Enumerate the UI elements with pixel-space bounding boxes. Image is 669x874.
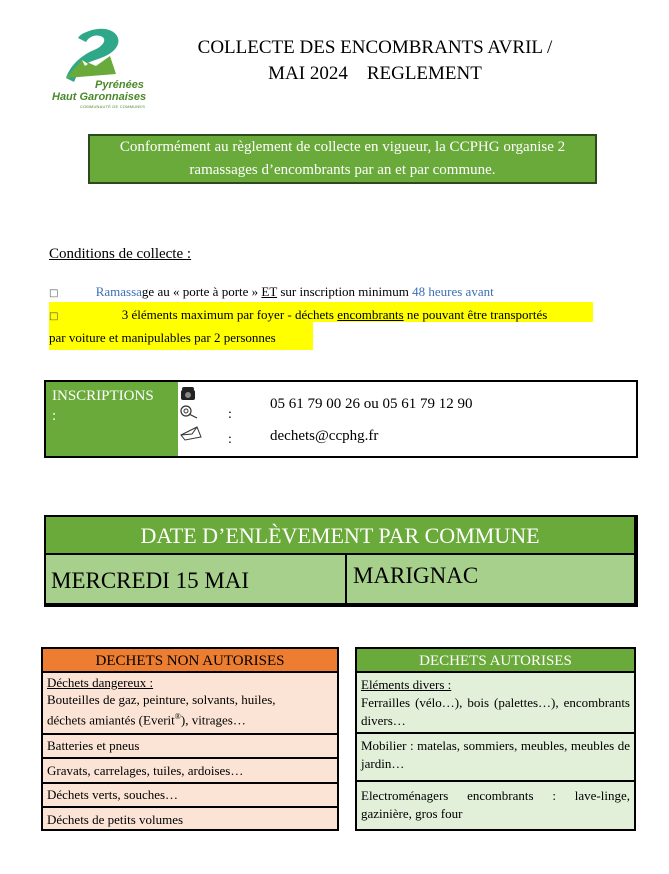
encombrants-text: encombrants — [337, 307, 404, 322]
transport-text: ne pouvant être transportés — [406, 307, 548, 322]
commune-name: MARIGNAC — [347, 555, 634, 603]
registered-mark: ® — [174, 712, 181, 721]
email-address[interactable]: dechets@ccphg.fr — [270, 428, 379, 444]
logo-graphic — [52, 26, 147, 86]
limit-text: 3 éléments maximum par foyer - déchets — [121, 307, 334, 322]
porte-text: ge au « porte à porte » — [141, 284, 259, 299]
logo-text-line1: Pyrénées — [95, 79, 144, 91]
inscriptions-label — [46, 382, 178, 456]
colon: : — [228, 432, 232, 447]
inscriptions-colon: : — [52, 408, 57, 424]
logo-text-line3: COMMUNAUTÉ DE COMMUNES — [80, 104, 146, 109]
collection-day: MERCREDI 15 MAI — [46, 555, 345, 603]
envelope-icon — [180, 425, 202, 446]
et-text: ET — [261, 284, 278, 299]
misc-text: Ferrailles (vélo…), bois (palettes…), encombrants divers… — [361, 695, 630, 728]
table-row: Batteries et pneus — [41, 735, 339, 759]
dangerous-title: Déchets dangereux : — [47, 675, 154, 690]
checkbox-icon: □ — [49, 311, 59, 322]
date-table-header: DATE D’ENLÈVEMENT PAR COMMUNE — [46, 517, 634, 553]
phone-icon — [180, 385, 196, 406]
allowed-header: DECHETS AUTORISES — [355, 647, 636, 673]
table-row — [41, 673, 339, 735]
dangerous-text-b: déchets amiantés (Everit — [47, 712, 175, 728]
ramassa-text: Ramassa — [95, 284, 142, 299]
inscription-text: sur inscription minimum — [280, 284, 409, 299]
condition-item-2 — [49, 304, 599, 348]
table-row: Electroménagers encombrants : lave-linge, gazinière, gros four — [355, 782, 636, 831]
title-line2: MAI 2024 REGLEMENT — [268, 63, 482, 84]
manip-text: par voiture et manipulables par 2 personnes — [49, 330, 276, 345]
dangerous-text-c: ), vitrages… — [180, 712, 246, 728]
title-line1: COLLECTE DES ENCOMBRANTS AVRIL / — [197, 37, 553, 58]
not-allowed-header: DECHETS NON AUTORISES — [41, 647, 339, 673]
phone-numbers: 05 61 79 00 26 ou 05 61 79 12 90 — [270, 396, 473, 412]
inscriptions-title: INSCRIPTIONS — [52, 388, 154, 404]
logo-text-line2: Haut Garonnaises — [52, 91, 147, 103]
at-sign-icon — [180, 404, 198, 425]
checkbox-icon: □ — [49, 288, 59, 299]
table-row — [355, 673, 636, 734]
intro-line2: ramassages d’encombrants par an et par commune. — [189, 162, 496, 178]
table-row: Mobilier : matelas, sommiers, meubles, meubles de jardin… — [355, 734, 636, 782]
conditions-heading: Conditions de collecte : — [49, 246, 192, 262]
dangerous-text-a: Bouteilles de gaz, peinture, solvants, huiles, — [47, 692, 276, 707]
condition-item-1 — [49, 284, 494, 300]
hours-text: 48 heures avant — [412, 284, 494, 299]
intro-box — [88, 134, 597, 184]
intro-line1: Conformément au règlement de collecte en vigueur, la CCPHG organise 2 — [119, 139, 566, 155]
colon: : — [228, 407, 232, 422]
table-row: Déchets verts, souches… — [41, 784, 339, 808]
page-title — [160, 35, 590, 87]
table-row: Déchets de petits volumes — [41, 808, 339, 831]
misc-title: Eléments divers : — [361, 677, 452, 692]
table-row: Gravats, carrelages, tuiles, ardoises… — [41, 759, 339, 784]
